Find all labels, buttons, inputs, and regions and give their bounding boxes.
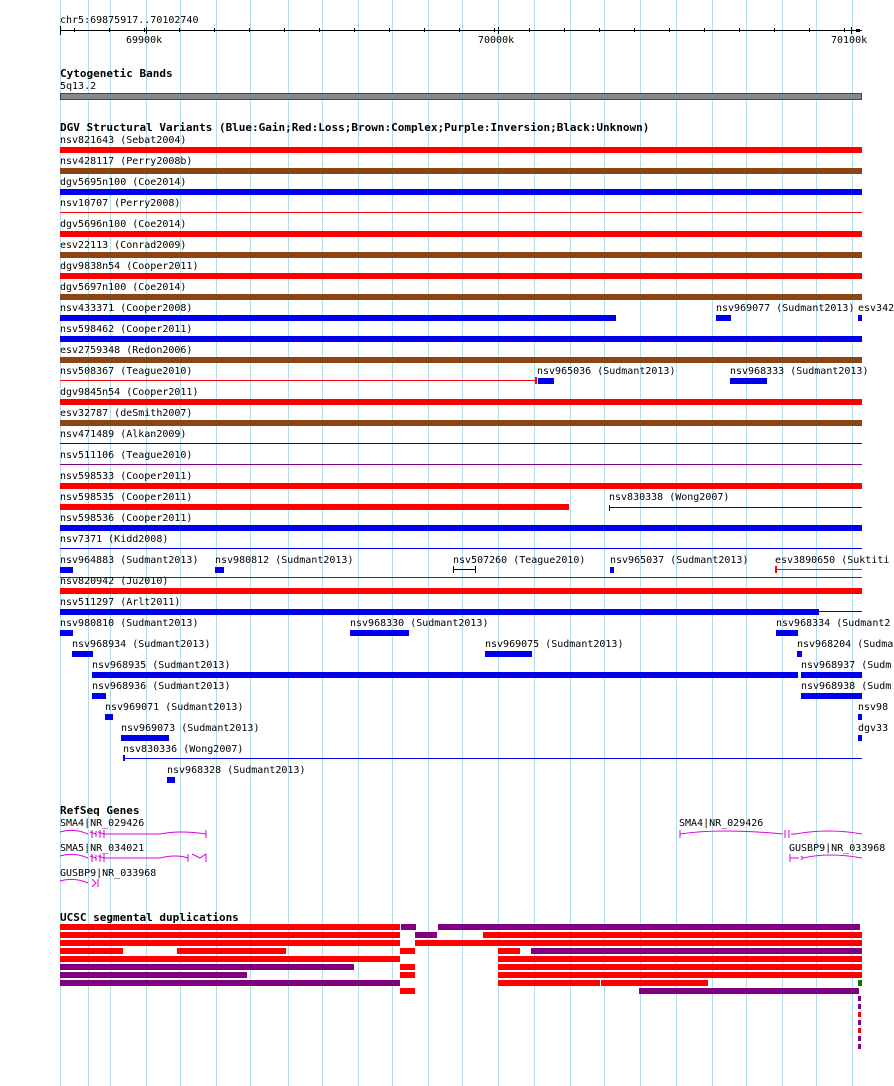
sv-label: nsv598536 (Cooper2011): [60, 513, 193, 524]
sv-bar: [215, 567, 224, 573]
ruler-major-tick: [851, 27, 852, 34]
segdup-bar: [60, 972, 247, 978]
gene-label: GUSBP9|NR_033968: [789, 843, 886, 854]
segdup-bar: [177, 948, 286, 954]
sv-label: nsv98: [858, 702, 889, 713]
sv-label: nsv830336 (Wong2007): [123, 744, 244, 755]
ruler-minor-tick: [319, 28, 320, 32]
segdup-bar: [858, 1020, 861, 1025]
sv-label: dgv33: [858, 723, 889, 734]
sv-bar: [92, 672, 798, 678]
sv-label: nsv511297 (Arlt2011): [60, 597, 181, 608]
ruler-minor-tick: [214, 28, 215, 32]
sv-bar: [60, 609, 819, 615]
sv-bar: [538, 378, 554, 384]
sv-bar: [60, 588, 862, 594]
segdup-bar: [498, 972, 862, 978]
sv-label: nsv969071 (Sudmant2013): [105, 702, 244, 713]
cytoband-label: 5q13.2: [60, 81, 97, 92]
sv-line: [60, 464, 862, 465]
sv-label: nsv471489 (Alkan2009): [60, 429, 187, 440]
gene-label: GUSBP9|NR_033968: [60, 868, 157, 879]
segdup-bar: [400, 988, 415, 994]
sv-bar: [60, 273, 862, 279]
sv-bar: [350, 630, 409, 636]
sv-label: dgv5697n100 (Coe2014): [60, 282, 187, 293]
sv-label: dgv5695n100 (Coe2014): [60, 177, 187, 188]
sv-label: nsv428117 (Perry2008b): [60, 156, 193, 167]
sv-bar: [60, 630, 73, 636]
segdup-bar: [483, 932, 862, 938]
sv-label: nsv433371 (Cooper2008): [60, 303, 193, 314]
sv-bar: [485, 651, 532, 657]
sv-end-tick: [453, 566, 454, 573]
segdup-bar: [401, 924, 416, 930]
cytoband-bar: [61, 94, 861, 99]
segdup-bar: [858, 1036, 861, 1041]
sv-bar: [858, 714, 862, 720]
ruler-axis: [60, 30, 862, 31]
sv-label: nsv969073 (Sudmant2013): [121, 723, 260, 734]
ruler-tick-label: 69900k: [126, 35, 163, 46]
sv-bar: [60, 357, 862, 363]
segdup-bar: [400, 972, 415, 978]
ruler-minor-tick: [774, 28, 775, 32]
segdup-bar: [639, 988, 859, 994]
segdup-bar: [498, 948, 520, 954]
sv-bar: [716, 315, 731, 321]
gene-model-gusbp9: [60, 877, 104, 890]
segdup-bar: [498, 956, 862, 962]
ruler-minor-tick: [179, 28, 180, 32]
sv-line: [609, 507, 862, 508]
gene-model-sma5: [60, 852, 210, 865]
sv-line: [60, 212, 862, 213]
sv-bar: [610, 567, 614, 573]
ruler-minor-tick: [74, 28, 75, 32]
ruler-arrow: [856, 29, 860, 32]
segdup-bar: [60, 948, 123, 954]
sv-bar: [105, 714, 113, 720]
sv-label: nsv821643 (Sebat2004): [60, 135, 187, 146]
sv-bar: [60, 315, 616, 321]
sv-line: [777, 569, 862, 570]
sv-bar: [801, 693, 862, 699]
ruler-minor-tick: [109, 28, 110, 32]
sv-line: [819, 611, 862, 612]
ruler-left-edge: [60, 26, 61, 35]
sv-bar: [858, 735, 862, 741]
ruler-minor-tick: [354, 28, 355, 32]
sv-label: nsv968935 (Sudmant2013): [92, 660, 231, 671]
segdup-bar: [858, 1012, 861, 1017]
sv-bar: [60, 525, 862, 531]
ruler-minor-tick: [634, 28, 635, 32]
segdup-bar: [415, 932, 437, 938]
segdup-bar: [601, 980, 708, 986]
sv-bar: [60, 399, 862, 405]
sv-label: nsv968328 (Sudmant2013): [167, 765, 306, 776]
ruler-minor-tick: [564, 28, 565, 32]
sv-label: nsv968934 (Sudmant2013): [72, 639, 211, 650]
gene-model-gusbp9-right: [789, 852, 864, 865]
ruler-minor-tick: [844, 28, 845, 32]
sv-bar: [60, 252, 862, 258]
ruler-tick-label: 70000k: [478, 35, 515, 46]
ruler-major-tick: [498, 27, 499, 34]
sv-line: [60, 577, 862, 578]
sv-label: nsv598535 (Cooper2011): [60, 492, 193, 503]
ruler-tick-label: 70100k: [831, 35, 868, 46]
dgv-track-title: DGV Structural Variants (Blue:Gain;Red:Loss;Brown:Complex;Purple:Inversion;Black:Unknown): [60, 121, 650, 134]
sv-bar: [60, 336, 862, 342]
sv-label: nsv10707 (Perry2008): [60, 198, 181, 209]
segdup-bar: [60, 956, 400, 962]
sv-label: nsv980812 (Sudmant2013): [215, 555, 354, 566]
sv-label: nsv968330 (Sudmant2013): [350, 618, 489, 629]
ruler-minor-tick: [529, 28, 530, 32]
segdup-bar: [60, 980, 400, 986]
segdup-bar: [858, 996, 861, 1001]
sv-bar: [92, 693, 106, 699]
ruler-minor-tick: [424, 28, 425, 32]
sv-label: dgv9845n54 (Cooper2011): [60, 387, 199, 398]
sv-label: nsv965036 (Sudmant2013): [537, 366, 676, 377]
sv-line: [60, 443, 862, 444]
gene-label: SMA4|NR_029426: [679, 818, 764, 829]
sv-bar: [60, 189, 862, 195]
sv-bar: [60, 567, 73, 573]
sv-label: nsv980810 (Sudmant2013): [60, 618, 199, 629]
sv-bar: [60, 147, 862, 153]
segdup-bar: [498, 980, 600, 986]
ruler-minor-tick: [459, 28, 460, 32]
sv-label: nsv968937 (Sudm: [801, 660, 892, 671]
sv-bar: [60, 420, 862, 426]
sv-label: esv3890650 (Suktiti: [775, 555, 890, 566]
gene-model-sma4-right: [679, 828, 864, 841]
segdup-bar: [400, 948, 415, 954]
sv-bar: [776, 630, 798, 636]
sv-label: nsv969077 (Sudmant2013): [716, 303, 855, 314]
sv-label: nsv969075 (Sudmant2013): [485, 639, 624, 650]
segdup-bar: [60, 940, 400, 946]
sv-bar: [60, 504, 569, 510]
segdup-bar: [60, 924, 400, 930]
ruler-range-label: chr5:69875917..70102740: [60, 15, 199, 26]
segdup-bar: [400, 964, 415, 970]
ruler-minor-tick: [249, 28, 250, 32]
gene-label: SMA4|NR_029426: [60, 818, 145, 829]
ruler-minor-tick: [284, 28, 285, 32]
sv-label: nsv598462 (Cooper2011): [60, 324, 193, 335]
sv-bar: [60, 168, 862, 174]
sv-label: nsv830338 (Wong2007): [609, 492, 730, 503]
sv-label: nsv964883 (Sudmant2013): [60, 555, 199, 566]
sv-end-tick: [475, 566, 476, 573]
sv-line: [123, 758, 862, 759]
sv-bar: [609, 505, 610, 511]
sv-label: dgv5696n100 (Coe2014): [60, 219, 187, 230]
segdup-bar: [498, 964, 862, 970]
ruler-minor-tick: [669, 28, 670, 32]
sv-label: nsv511106 (Teague2010): [60, 450, 193, 461]
sv-bar: [60, 294, 862, 300]
sv-line: [60, 380, 536, 381]
sv-label: nsv968204 (Sudma: [797, 639, 894, 650]
sv-label: nsv968333 (Sudmant2013): [730, 366, 869, 377]
sv-line: [60, 548, 862, 549]
segdup-bar: [858, 980, 862, 986]
cytoband-track-title: Cytogenetic Bands: [60, 67, 173, 80]
sv-label: nsv968938 (Sudm: [801, 681, 892, 692]
ruler-minor-tick: [739, 28, 740, 32]
segdup-bar: [438, 924, 860, 930]
segdup-track-title: UCSC segmental duplications: [60, 911, 239, 924]
sv-label: nsv968936 (Sudmant2013): [92, 681, 231, 692]
segdup-bar: [531, 948, 862, 954]
sv-label: esv32787 (deSmith2007): [60, 408, 193, 419]
segdup-bar: [415, 940, 862, 946]
ruler-minor-tick: [494, 28, 495, 32]
sv-label: dgv9838n54 (Cooper2011): [60, 261, 199, 272]
ruler-major-tick: [146, 27, 147, 34]
sv-bar: [60, 231, 862, 237]
sv-bar: [858, 315, 862, 321]
refseq-track-title: RefSeq Genes: [60, 804, 140, 817]
sv-label: esv342: [858, 303, 894, 314]
sv-label: nsv7371 (Kidd2008): [60, 534, 169, 545]
sv-bar: [72, 651, 93, 657]
sv-bar: [60, 483, 862, 489]
sv-label: esv22113 (Conrad2009): [60, 240, 187, 251]
sv-line: [453, 569, 476, 570]
gene-label: SMA5|NR_034021: [60, 843, 145, 854]
segdup-bar: [858, 1044, 861, 1049]
sv-label: nsv598533 (Cooper2011): [60, 471, 193, 482]
sv-bar: [730, 378, 767, 384]
sv-label: nsv820942 (Ju2010): [60, 576, 169, 587]
sv-bar: [801, 672, 862, 678]
sv-label: esv2759348 (Redon2006): [60, 345, 193, 356]
ruler-minor-tick: [599, 28, 600, 32]
sv-bar: [121, 735, 169, 741]
sv-bar: [797, 651, 802, 657]
ruler-minor-tick: [704, 28, 705, 32]
ruler-minor-tick: [389, 28, 390, 32]
ruler-minor-tick: [809, 28, 810, 32]
sv-label: nsv507260 (Teague2010): [453, 555, 586, 566]
gene-model-sma4: [60, 828, 210, 841]
ruler-minor-tick: [144, 28, 145, 32]
sv-label: nsv968334 (Sudmant2: [776, 618, 891, 629]
sv-label: nsv508367 (Teague2010): [60, 366, 193, 377]
segdup-bar: [60, 932, 400, 938]
sv-label: nsv965037 (Sudmant2013): [610, 555, 749, 566]
segdup-bar: [858, 1004, 861, 1009]
sv-bar: [167, 777, 175, 783]
segdup-bar: [858, 1028, 861, 1033]
segdup-bar: [60, 964, 354, 970]
